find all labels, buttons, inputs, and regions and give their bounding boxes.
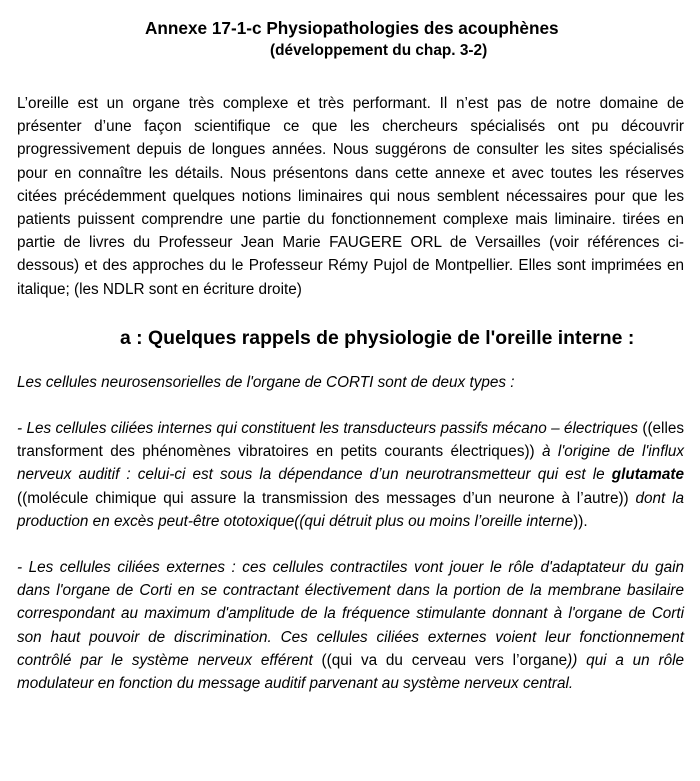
text-segment: ((molécule chimique qui assure la transmission des messages d’un neurone à l’autre)) xyxy=(17,489,629,507)
text-segment: )). xyxy=(573,512,588,530)
lead-paragraph: Les cellules neurosensorielles de l'organe de CORTI sont de deux types : xyxy=(17,373,515,391)
text-segment: ((elles transforment des phénomènes vibratoires en petits courants électriques)) xyxy=(17,420,684,461)
text-segment: - Les cellules ciliées internes qui constituent les transducteurs passifs mécano – électriques xyxy=(17,420,638,438)
text-segment: qui a un rôle modulateur en fonction du message auditif parvenant au système nerveux central. xyxy=(17,651,684,693)
document-title: Annexe 17-1-c Physiopathologies des acouphènes xyxy=(145,18,559,38)
document-subtitle: (développement du chap. 3-2) xyxy=(270,42,488,59)
paragraph-external-cells xyxy=(17,556,684,695)
paragraph-internal-cells xyxy=(17,417,684,533)
section-heading: a : Quelques rappels de physiologie de l'oreille interne : xyxy=(120,326,635,349)
text-segment: - Les cellules ciliées externes : ces cellules contractiles vont jouer le rôle d'adaptateur du gain dans l'organe de Corti en se contractant électivement dans la portion de la membrane basilaire correspondant au maximum d'amplitude de la fréquence stimulante donnant à l'organe de Corti son haut pouvoir de discrimination. Ces cellules ciliées externes voient leur fonctionnement contrôlé par le système nerveux efférent xyxy=(17,559,684,669)
text-segment: ((qui détruit plus ou moins l’oreille interne xyxy=(294,512,574,530)
text-segment: dont la production en excès peut-être ototoxique xyxy=(17,489,684,530)
bold-term-glutamate: glutamate xyxy=(611,466,684,484)
text-segment: ((qui va du cerveau vers l’organe xyxy=(312,651,568,669)
text-segment: )) xyxy=(567,651,578,669)
intro-paragraph: L’oreille est un organe très complexe et très performant. Il n’est pas de notre domaine de présenter d’une façon scientifique ce que les chercheurs spécialisés ont pu découvrir progressivement depuis de longues années. Nous suggérons de consulter les sites spécialisés pour en connaître les détails. Nous présentons dans cette annexe et avec toutes les réserves citées précédemment quelques notions liminaires qui nous semblent nécessaires pour que les patients puissent comprendre une partie du fonctionnement complexe mais liminaire. tirées en partie de livres du Professeur Jean Marie FAUGERE ORL de Versailles (voir références ci-dessous) et des approches du le Professeur Rémy Pujol de Montpellier. Elles sont imprimées en italique; (les NDLR sont en écriture droite) xyxy=(17,95,684,298)
text-segment: à l'origine de l'influx nerveux auditif : celui-ci est sous la dépendance d’un neurotransmetteur qui est le xyxy=(17,443,684,484)
